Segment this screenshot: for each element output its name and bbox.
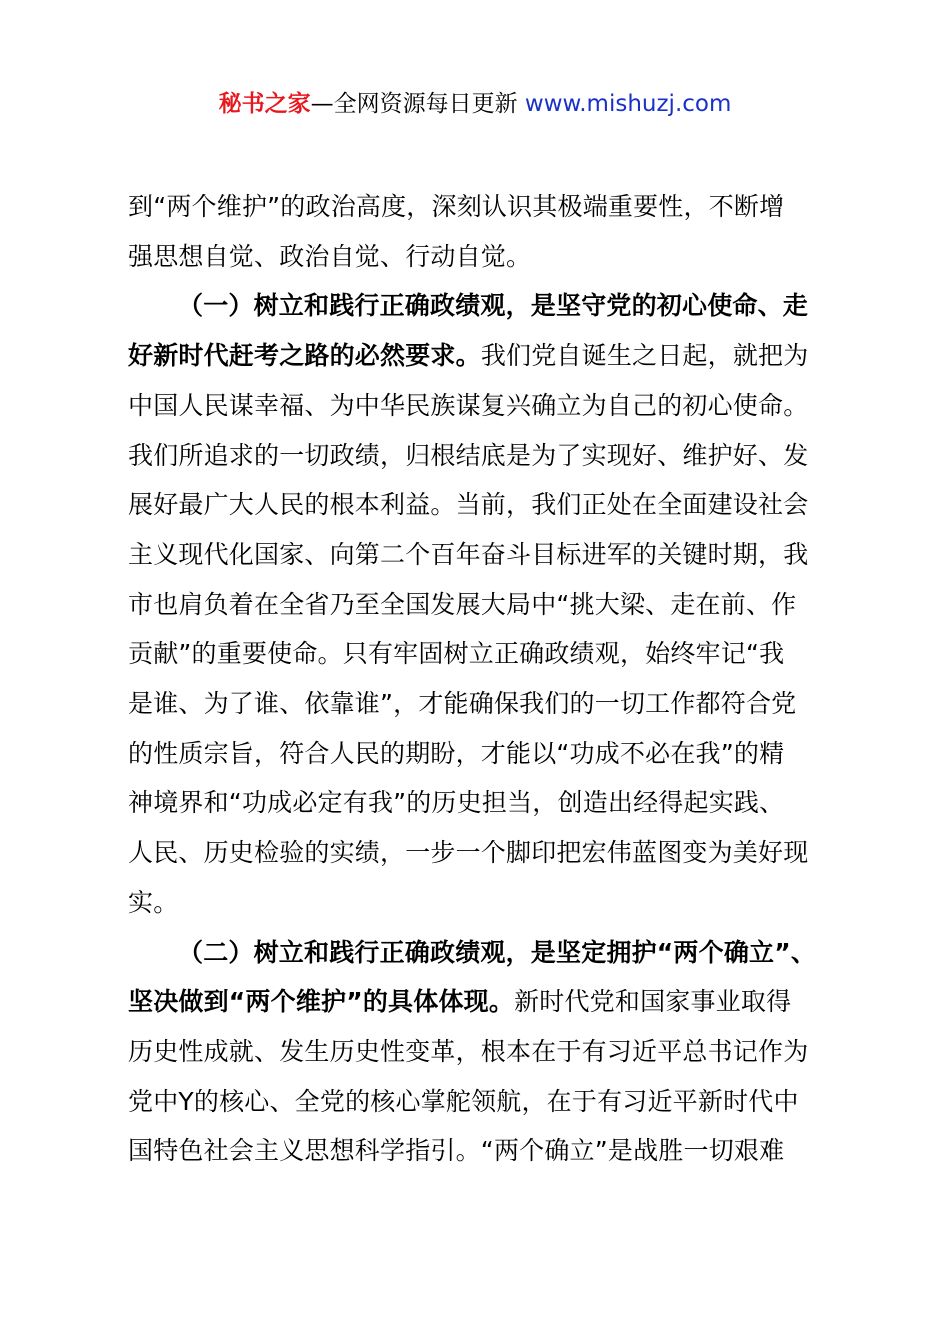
text-line: 神境界和“功成必定有我”的历史担当，创造出经得起实践、 [128,788,785,818]
text-line: 我们所追求的一切政绩，归根结底是为了实现好、维护好、发 [128,440,809,470]
header-url-link[interactable]: www.mishuzj.com [524,91,732,117]
text-line: 国特色社会主义思想科学指引。“两个确立”是战胜一切艰难 [128,1136,785,1166]
header-tagline: —全网资源每日更新 [310,91,525,117]
header-brand: 秘书之家 [218,91,311,117]
text-line: 市也肩负着在全省乃至全国发展大局中“挑大梁、走在前、作 [128,589,797,619]
text-line: 人民、历史检验的实绩，一步一个脚印把宏伟蓝图变为美好现 [128,838,809,868]
text-line: 展好最广大人民的根本利益。当前，我们正处在全面建设社会 [128,490,809,520]
page-header [0,86,950,122]
text-line: 党中Y的核心、全党的核心掌舵领航，在于有习近平新时代中 [128,1086,799,1116]
section-heading: 好新时代赶考之路的必然要求。 [128,341,481,371]
text-line: 坚决做到“两个维护”的具体体现。新时代党和国家事业取得 [128,987,792,1017]
section-one-heading-line [128,281,832,331]
text-line: 是谁、为了谁、依靠谁”，才能确保我们的一切工作都符合党 [128,689,797,719]
section-heading: （二）树立和践行正确政绩观，是坚定拥护“两个确立”、 [178,937,817,967]
text-line: 到“两个维护”的政治高度，深刻认识其极端重要性，不断增 [128,192,785,221]
paragraph-section-two [128,928,832,1177]
text-line: 好新时代赶考之路的必然要求。我们党自诞生之日起，就把为 [128,341,809,371]
paragraph-continuation [128,182,832,281]
text-line: 历史性成就、发生历史性变革，根本在于有习近平总书记作为 [128,1036,809,1066]
text-line: 的性质宗旨，符合人民的期盼，才能以“功成不必在我”的精 [128,738,785,768]
document-body [128,182,832,1176]
text-line: 强思想自觉、政治自觉、行动自觉。 [128,241,532,271]
section-heading: （一）树立和践行正确政绩观，是坚守党的初心使命、走 [178,291,809,321]
section-heading: 坚决做到“两个维护”的具体体现。 [128,987,515,1017]
text-line: 实。 [128,887,179,917]
text-line: 主义现代化国家、向第二个百年奋斗目标进军的关键时期，我 [128,539,809,569]
paragraph-section-one [128,281,832,927]
text-line: 贡献”的重要使命。只有牢固树立正确政绩观，始终牢记“我 [128,639,785,669]
text-line: 中国人民谋幸福、为中华民族谋复兴确立为自己的初心使命。 [128,390,809,420]
section-two-heading-line [128,928,832,978]
